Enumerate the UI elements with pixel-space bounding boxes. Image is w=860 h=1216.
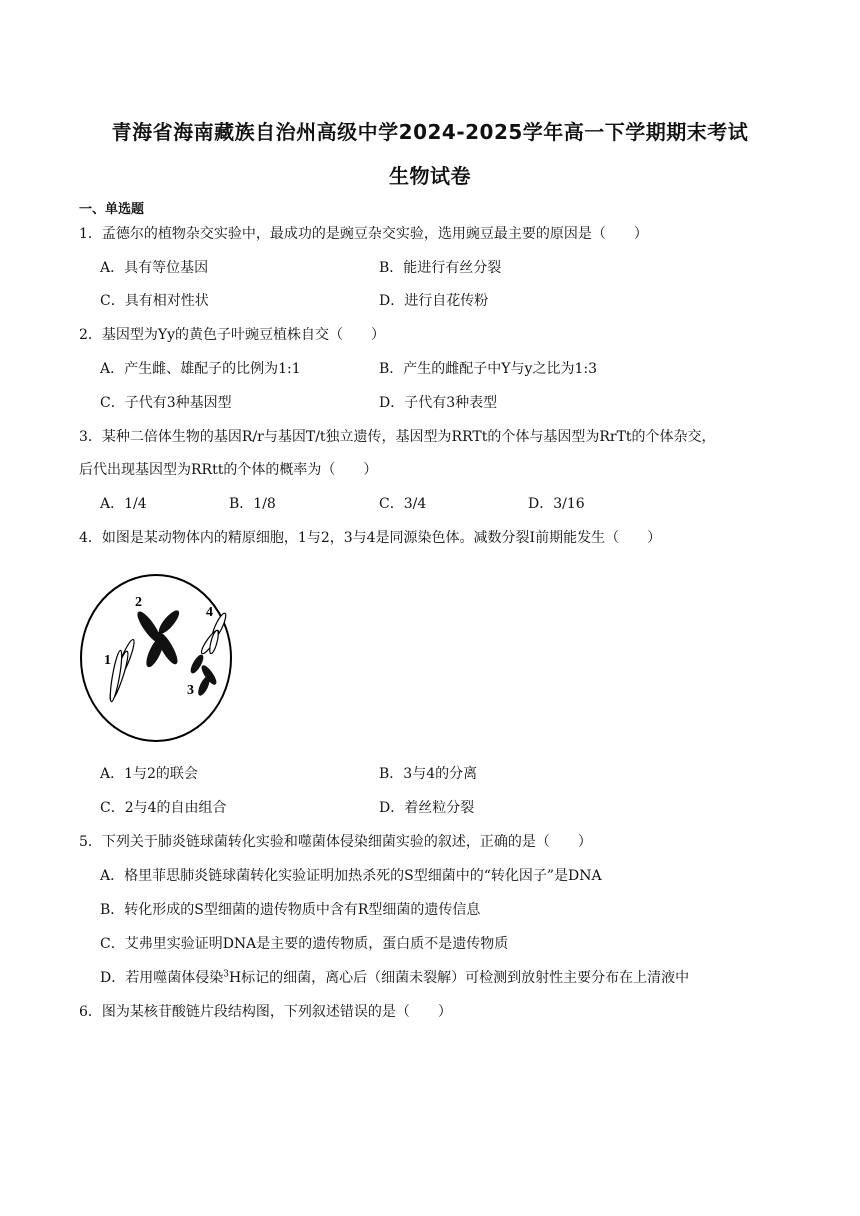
q5-option-a: A．格里菲思肺炎链球菌转化实验证明加热杀死的S型细菌中的“转化因子”是DNA xyxy=(100,868,602,884)
q5-option-b: B．转化形成的S型细菌的遗传物质中含有R型细菌的遗传信息 xyxy=(100,902,481,918)
q5-option-c: C．艾弗里实验证明DNA是主要的遗传物质，蛋白质不是遗传物质 xyxy=(100,936,509,952)
q2-option-b: B．产生的雌配子中Y与y之比为1:3 xyxy=(379,361,597,377)
q1-option-a: A．具有等位基因 xyxy=(100,260,209,276)
q2-option-c: C．子代有3种基因型 xyxy=(100,395,232,411)
q1-option-b: B．能进行有丝分裂 xyxy=(379,260,502,276)
q4-option-c: C．2与4的自由组合 xyxy=(100,800,227,816)
chromosome-1 xyxy=(107,638,137,702)
q4-option-d: D．着丝粒分裂 xyxy=(379,800,475,816)
q5-option-d-part2: H标记的细菌，离心后（细菌未裂解）可检测到放射性主要分布在上清液中 xyxy=(228,970,690,986)
chromosome-label-4: 4 xyxy=(206,605,213,620)
q2-option-d: D．子代有3种表型 xyxy=(379,395,498,411)
question-4-stem: 4．如图是某动物体内的精原细胞，1与2，3与4是同源染色体。减数分裂Ⅰ前期能发生（ ） xyxy=(79,530,662,546)
exam-title-line2: 生物试卷 xyxy=(389,164,471,188)
q5-option-d-part1: D．若用噬菌体侵染 xyxy=(100,970,224,986)
chromosome-label-3: 3 xyxy=(187,683,194,698)
chromosome-4 xyxy=(199,612,228,656)
q1-option-d: D．进行自花传粉 xyxy=(379,293,489,309)
q5-option-d xyxy=(100,968,689,988)
question-3-stem-line2: 后代出现基因型为RRtt的个体的概率为（ ） xyxy=(79,462,378,478)
question-1-stem: 1．孟德尔的植物杂交实验中，最成功的是豌豆杂交实验，选用豌豆最主要的原因是（ ） xyxy=(79,226,648,242)
section-heading: 一、单选题 xyxy=(79,202,145,217)
q4-option-b: B．3与4的分离 xyxy=(379,766,478,782)
question-6-stem: 6．图为某核苷酸链片段结构图，下列叙述错误的是（ ） xyxy=(79,1004,452,1020)
q1-option-c: C．具有相对性状 xyxy=(100,293,209,309)
q3-option-d: D．3/16 xyxy=(528,496,585,512)
q2-option-a: A．产生雌、雄配子的比例为1:1 xyxy=(100,361,301,377)
chromosome-label-1: 1 xyxy=(104,653,111,668)
q3-option-b: B．1/8 xyxy=(229,496,276,512)
question-3-stem-line1: 3．某种二倍体生物的基因R/r与基因T/t独立遗传，基因型为RRTt的个体与基因型为RrTt的个体杂交， xyxy=(79,429,716,445)
q3-option-c: C．3/4 xyxy=(379,496,427,512)
exam-title-line1: 青海省海南藏族自治州高级中学2024-2025学年高一下学期期末考试 xyxy=(111,120,749,144)
chromosome-2 xyxy=(135,608,182,668)
question-5-stem: 5．下列关于肺炎链球菌转化实验和噬菌体侵染细菌实验的叙述，正确的是（ ） xyxy=(79,834,592,850)
q5-option-d-superscript: 3 xyxy=(223,969,229,980)
question-2-stem: 2．基因型为Yy的黄色子叶豌豆植株自交（ ） xyxy=(79,327,386,343)
chromosome-label-2: 2 xyxy=(135,595,142,610)
q3-option-a: A．1/4 xyxy=(100,496,147,512)
spermatogonium-cell-figure xyxy=(79,572,235,744)
q4-option-a: A．1与2的联会 xyxy=(100,766,198,782)
